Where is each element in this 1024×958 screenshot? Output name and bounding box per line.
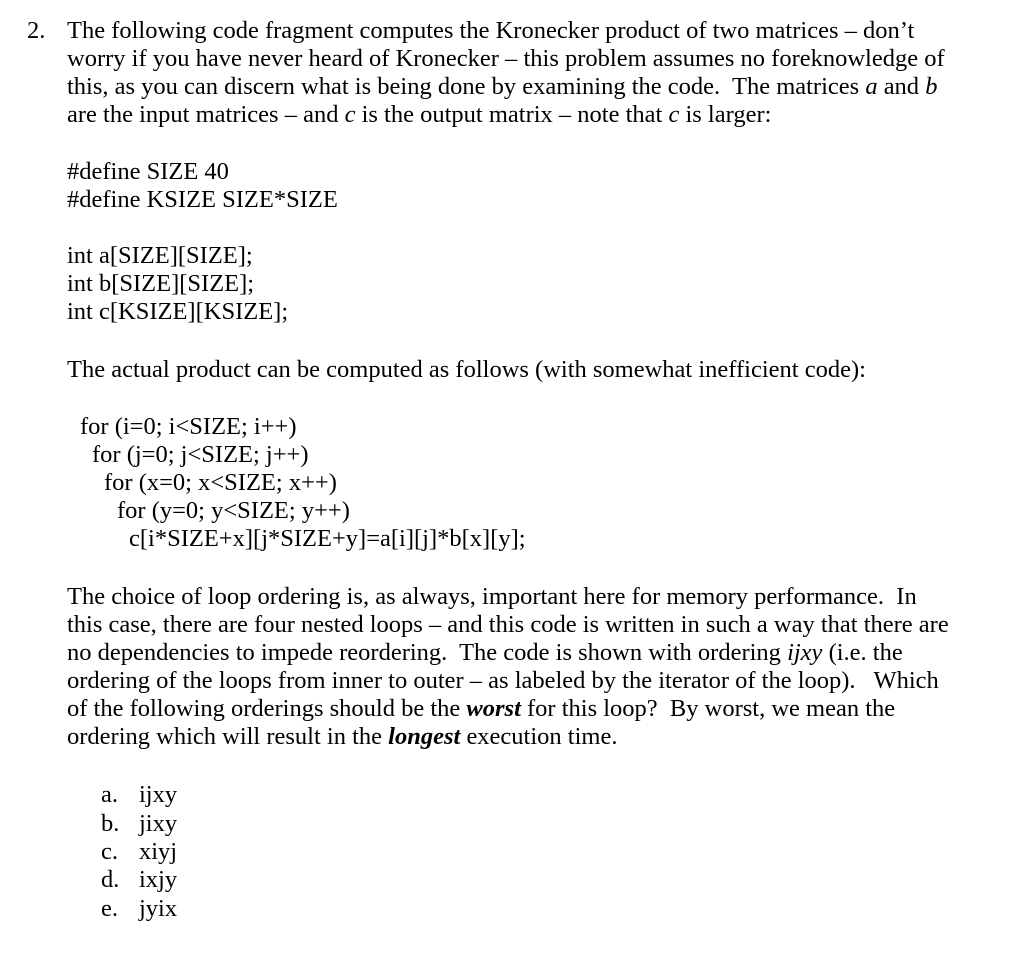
option-b-letter: b. (101, 810, 120, 837)
decl-b: int b[SIZE][SIZE]; (67, 270, 255, 297)
var-c-2: c (668, 101, 680, 128)
intro-line-4 (67, 101, 771, 129)
code-line-5: c[i*SIZE+x][j*SIZE+y]=a[i][j]*b[x][y]; (129, 525, 526, 552)
discussion-line-5 (67, 695, 895, 723)
discussion-line-6-tail: execution time. (466, 723, 618, 750)
intro-line-1: The following code fragment computes the Kronecker product of two matrices – don’t (67, 17, 915, 44)
discussion-line-3-tail: (i.e. the (828, 639, 903, 666)
intro-line-3-text: this, as you can discern what is being done by examining the code. The matrices (67, 73, 860, 100)
define-ksize: #define KSIZE SIZE*SIZE (67, 186, 338, 213)
intro-line-4-text-a: are the input matrices – and (67, 101, 339, 128)
option-d-text: ixjy (139, 866, 178, 893)
decl-a: int a[SIZE][SIZE]; (67, 242, 253, 269)
intro-line-3 (67, 73, 937, 101)
decl-c: int c[KSIZE][KSIZE]; (67, 298, 289, 325)
discussion-line-5-text: of the following orderings should be the (67, 695, 461, 722)
discussion-line-3 (67, 639, 903, 667)
option-e-text: jyix (139, 895, 178, 922)
discussion-line-1: The choice of loop ordering is, as always, important here for memory performance. In (67, 583, 917, 610)
var-b: b (925, 73, 938, 100)
discussion-line-5-tail: for this loop? By worst, we mean the (527, 695, 896, 722)
option-d-letter: d. (101, 866, 120, 893)
option-a-letter: a. (101, 781, 118, 808)
code-line-2: for (j=0; j<SIZE; j++) (92, 441, 309, 468)
discussion-line-4: ordering of the loops from inner to outer – as labeled by the iterator of the loop). Which (67, 667, 939, 694)
discussion-line-6-text: ordering which will result in the (67, 723, 383, 750)
code-line-4: for (y=0; y<SIZE; y++) (117, 497, 350, 524)
intro-line-4-text-b: is the output matrix – note that (361, 101, 663, 128)
intro-line-4-text-c: is larger: (685, 101, 772, 128)
code-line-3: for (x=0; x<SIZE; x++) (104, 469, 337, 496)
discussion-line-2: this case, there are four nested loops – and this code is written in such a way that there are (67, 611, 949, 638)
ordering-term: ijxy (787, 639, 823, 666)
worst-word: worst (466, 695, 521, 722)
intro-line-2: worry if you have never heard of Kronecker – this problem assumes no foreknowledge of (67, 45, 945, 72)
option-a-text: ijxy (139, 781, 178, 808)
define-size: #define SIZE 40 (67, 158, 229, 185)
option-c-letter: c. (101, 838, 118, 865)
longest-word: longest (388, 723, 461, 750)
var-a: a (865, 73, 878, 100)
product-intro: The actual product can be computed as follows (with somewhat inefficient code): (67, 356, 866, 383)
discussion-line-6 (67, 723, 617, 751)
option-b-text: jixy (139, 810, 178, 837)
option-e-letter: e. (101, 895, 118, 922)
code-line-1: for (i=0; i<SIZE; i++) (80, 413, 297, 440)
discussion-line-3-text: no dependencies to impede reordering. The code is shown with ordering (67, 639, 781, 666)
option-c-text: xiyj (139, 838, 178, 865)
question-number: 2. (27, 17, 46, 44)
var-c-1: c (344, 101, 356, 128)
and-word: and (883, 73, 920, 100)
